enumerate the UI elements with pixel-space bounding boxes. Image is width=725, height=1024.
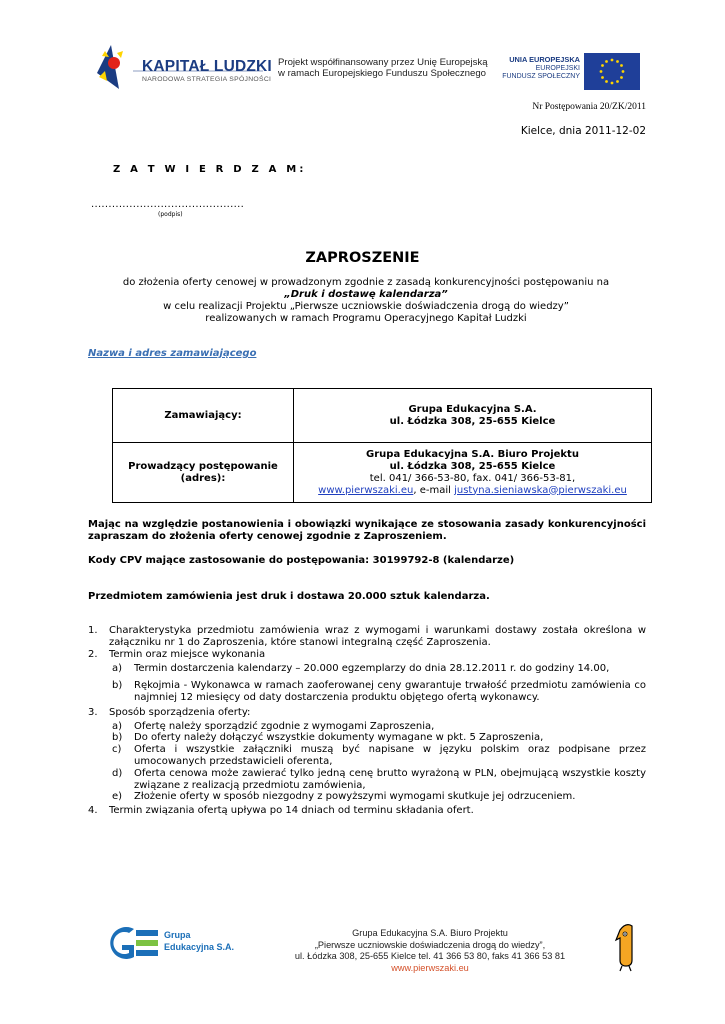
eu-label <box>488 56 580 82</box>
list-text: Termin związania ofertą upływa po 14 dniach od terminu składania ofert. <box>109 805 474 817</box>
table-label-cell <box>113 389 294 443</box>
list-text: Sposób sporządzenia oferty: <box>109 706 251 718</box>
intro-line-4: realizowanych w ramach Programu Operacyjnego Kapitał Ludzki <box>205 313 527 324</box>
list-subtext: Ofertę należy sporządzić zgodnie z wymogami Zaproszenia, <box>134 720 435 732</box>
list-subitem <box>109 663 646 675</box>
list-item <box>88 805 646 817</box>
eu-line-3: FUNDUSZ SPOŁECZNY <box>502 73 580 81</box>
list-item <box>88 707 646 719</box>
intro-line-2: „Druk i dostawę kalendarza” <box>284 289 448 300</box>
intro-line-1: do złożenia oferty cenowej w prowadzonym zgodnie z zasadą konkurencyjności postępowaniu na <box>122 277 610 288</box>
list-number: 2. <box>88 648 98 660</box>
eu-line-1: UNIA EUROPEJSKA <box>509 55 580 64</box>
conductor-name: Grupa Edukacyjna S.A. Biuro Projektu <box>366 448 579 460</box>
footer-line-1: Grupa Edukacyjna S.A. Biuro Projektu <box>352 928 508 938</box>
table-value-cell <box>294 389 652 443</box>
ge-logo-line-2: Edukacyjna S.A. <box>164 942 235 952</box>
ordering-party-address: ul. Łódzka 308, 25-655 Kielce <box>389 415 556 427</box>
table-label-cell <box>113 443 294 503</box>
list-subtext: Złożenie oferty w sposób niezgodny z powyższymi wymogami skutkuje jej odrzuceniem. <box>134 791 576 803</box>
list-subtext: Termin dostarczenia kalendarzy – 20.000 egzemplarzy do dnia 28.12.2011 r. do godziny 14.00, <box>134 663 610 675</box>
list-letter: e) <box>112 791 123 803</box>
footer-line-3: ul. Łódzka 308, 25-655 Kielce tel. 41 366 53 80, faks 41 366 53 81 <box>294 951 566 961</box>
email-prefix: , e-mail <box>413 484 455 496</box>
list-letter: b) <box>112 732 123 744</box>
conductor-label-2: (adres): <box>180 472 226 484</box>
kapital-ludzki-title: KAPITAŁ LUDZKI <box>142 58 272 75</box>
conductor-label-1: Prowadzący postępowanie <box>128 460 278 472</box>
list-subtext: Do oferty należy dołączyć wszystkie dokumenty wymagane w pkt. 5 Zaproszenia, <box>134 732 544 744</box>
contracting-table <box>112 388 652 503</box>
eu-flag-icon <box>584 53 640 90</box>
order-subject: Przedmiotem zamówienia jest druk i dostawa 20.000 sztuk kalendarza. <box>88 591 490 602</box>
invitation-paragraph: Mając na względzie postanowienia i obowiązki wynikające ze stosowania zasady konkurencyjności zapraszam do złożenia oferty cenowej zgodnie z Zaproszeniem. <box>88 519 646 542</box>
procedure-number: Nr Postępowania 20/ZK/2011 <box>532 102 646 112</box>
list-text: Termin oraz miejsce wykonania <box>109 648 266 660</box>
signature-line: ............................................ <box>91 199 245 210</box>
signature-caption: (podpis) <box>158 211 183 218</box>
cpv-codes: Kody CPV mające zastosowanie do postępowania: 30199792-8 (kalendarze) <box>88 555 515 566</box>
list-letter: d) <box>112 767 123 779</box>
table-row <box>113 389 652 443</box>
grupa-edukacyjna-logo-icon <box>100 923 240 963</box>
conductor-address: ul. Łódzka 308, 25-655 Kielce <box>389 460 556 472</box>
conductor-contact <box>295 485 650 497</box>
ordering-party-name: Grupa Edukacyjna S.A. <box>408 403 537 415</box>
list-letter: b) <box>112 680 123 692</box>
approve-label: Z A T W I E R D Z A M: <box>113 164 307 175</box>
footer-url: www.pierwszaki.eu <box>391 962 469 973</box>
list-subitem <box>109 680 646 704</box>
kapital-ludzki-subtitle: NARODOWA STRATEGIA SPÓJNOŚCI <box>142 76 272 83</box>
conductor-phone: tel. 041/ 366-53-80, fax. 041/ 366-53-81, <box>369 472 576 484</box>
email-link[interactable]: justyna.sieniawska@pierwszaki.eu <box>454 484 627 496</box>
list-number: 3. <box>88 706 98 718</box>
list-subitem <box>109 732 646 744</box>
list-subitem <box>109 791 646 803</box>
list-subtext: Rękojmia - Wykonawca w ramach zaoferowanej ceny gwarantuje trwałość przedmiotu zamówienia co najmniej 12 miesięcy od daty dostarczenia produktu objętego ofertą wykonawcy. <box>134 680 646 703</box>
footer-line-2: „Pierwsze uczniowskie doświadczenia drogą do wiedzy”, <box>314 939 546 950</box>
list-item <box>88 649 646 661</box>
list-text: Charakterystyka przedmiotu zamówienia wraz z wymogami i warunkami dostawy została określona w załączniku nr 1 do Zaproszenia, które stanowi integralną część Zaproszenia. <box>109 625 646 648</box>
project-line-2: w ramach Europejskiego Funduszu Społecznego <box>278 68 486 79</box>
list-subitem <box>109 768 646 792</box>
list-letter: c) <box>112 744 122 756</box>
website-link[interactable]: www.pierwszaki.eu <box>318 484 414 496</box>
table-value-cell <box>294 443 652 503</box>
section-heading: Nazwa i adres zamawiającego <box>88 348 257 359</box>
list-subitem <box>109 721 646 733</box>
list-number: 1. <box>88 625 98 636</box>
table-row <box>113 443 652 503</box>
list-item <box>88 625 646 649</box>
footer-text <box>270 928 590 974</box>
ordering-party-label: Zamawiający: <box>164 409 242 421</box>
project-funding-text <box>278 57 493 79</box>
conditions-list <box>88 625 646 817</box>
page-title: ZAPROSZENIE <box>305 250 420 266</box>
mascot-one-icon <box>612 920 642 972</box>
project-line-1: Projekt współfinansowany przez Unię Europejską <box>278 57 488 68</box>
list-letter: a) <box>112 720 123 732</box>
ge-logo-line-1: Grupa <box>164 930 191 940</box>
intro-line-3: w celu realizacji Projektu „Pierwsze uczniowskie doświadczenia drogą do wiedzy” <box>163 301 569 312</box>
list-subtext: Oferta i wszystkie załączniki muszą być napisane w języku polskim oraz podpisane przez umocowanych przedstawicieli oferenta, <box>134 744 646 767</box>
list-number: 4. <box>88 805 98 817</box>
intro-text <box>60 277 672 325</box>
list-subtext: Oferta cenowa może zawierać tylko jedną cenę brutto wyrażoną w PLN, obejmującą wszystkie koszty związane z realizacją przedmiotu zamówienia, <box>134 767 646 791</box>
document-date: Kielce, dnia 2011-12-02 <box>520 125 646 137</box>
list-letter: a) <box>112 663 123 675</box>
list-subitem <box>109 744 646 768</box>
eu-line-2: EUROPEJSKI <box>535 64 580 72</box>
